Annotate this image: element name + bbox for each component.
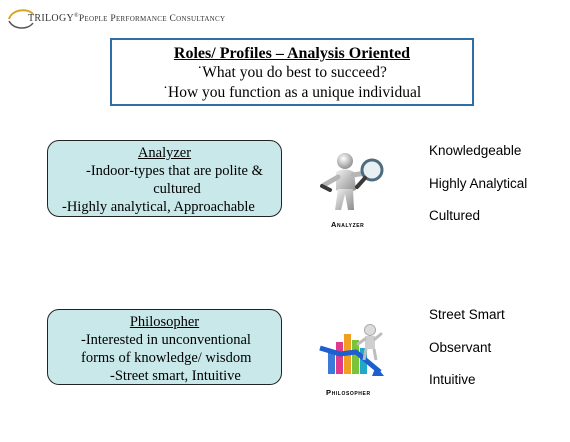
philosopher-caption: Philosopher [326, 388, 371, 397]
title-line-1: ˙What you do best to succeed? [197, 64, 387, 81]
philosopher-keyword-3: Intuitive [429, 372, 476, 387]
analyzer-box [47, 140, 282, 217]
analyzer-caption: Analyzer [331, 220, 365, 229]
analyzer-keyword-3: Cultured [429, 208, 481, 223]
bar-chart-figure-icon [318, 322, 390, 382]
philosopher-name: Philosopher [129, 314, 200, 330]
philosopher-box [47, 309, 282, 385]
analyzer-keyword-2: Highly Analytical [429, 176, 528, 191]
logo-tagline: People Performance Consultancy [78, 14, 226, 25]
analyzer-name: Analyzer [137, 145, 192, 161]
magnifier-figure-icon [318, 152, 388, 214]
title-line-2: ˙How you function as a unique individual [162, 84, 422, 101]
analyzer-keyword-1: Knowledgeable [429, 143, 522, 158]
trilogy-logo [6, 6, 226, 32]
analyzer-line-2: cultured [153, 181, 201, 197]
page-title: Roles/ Profiles – Analysis Oriented [173, 45, 411, 62]
philosopher-line-3: -Street smart, Intuitive [110, 368, 241, 384]
analyzer-line-1: -Indoor-types that are polite & [86, 163, 263, 179]
logo-text [28, 13, 225, 24]
philosopher-line-1: -Interested in unconventional [81, 332, 251, 348]
philosopher-line-2: forms of knowledge/ wisdom [81, 350, 252, 366]
analyzer-line-3: -Highly analytical, Approachable [62, 199, 255, 215]
title-box [110, 38, 474, 106]
philosopher-keyword-2: Observant [429, 340, 492, 355]
logo-brand: TRILOGY [28, 13, 74, 25]
logo-registered: ® [73, 13, 79, 19]
philosopher-keyword-1: Street Smart [429, 307, 505, 322]
